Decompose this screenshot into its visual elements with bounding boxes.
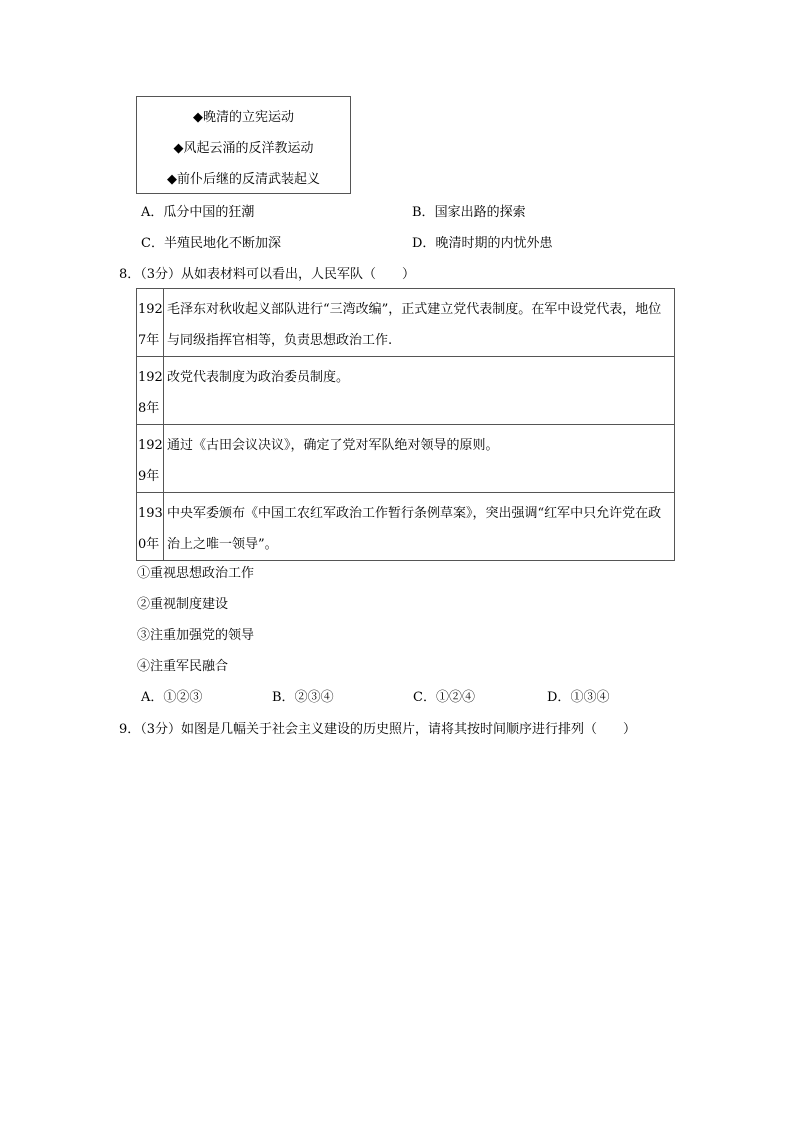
q8-option-c	[413, 686, 475, 705]
year-cell: 1929年	[137, 425, 164, 493]
q8-table	[136, 288, 675, 561]
content-cell: 改党代表制度为政治委员制度。	[164, 357, 675, 425]
option-letter: A．	[141, 205, 164, 220]
material-line: ◆前仆后继的反清武装起义	[167, 172, 320, 187]
year-cell: 1930年	[137, 493, 164, 561]
table-row	[137, 357, 675, 425]
material-box	[136, 96, 351, 194]
q7-option-a	[141, 201, 254, 220]
q7-option-c	[141, 232, 281, 251]
q9-stem: 9．（3分）如图是几幅关于社会主义建设的历史照片，请将其按时间顺序进行排列（ ）	[119, 722, 637, 737]
statement-1: ①重视思想政治工作	[137, 566, 255, 581]
q8-option-a	[141, 686, 202, 705]
option-letter: A．	[141, 690, 164, 705]
option-text: ①②③	[163, 690, 203, 705]
q7-option-d	[412, 232, 552, 251]
content-cell: 毛泽东对秋收起义部队进行“三湾改编”，正式建立党代表制度。在军中设党代表，地位与同级指挥官相等，负责思想政治工作.	[164, 289, 675, 357]
option-text: 国家出路的探索	[434, 205, 526, 220]
option-letter: D．	[547, 690, 571, 705]
option-letter: B．	[412, 205, 435, 220]
material-line: ◆晚清的立宪运动	[193, 110, 294, 125]
option-letter: D．	[412, 236, 436, 251]
option-letter: B．	[272, 690, 295, 705]
option-text: 半殖民地化不断加深	[163, 236, 281, 251]
table-row	[137, 425, 675, 493]
content-cell: 中央军委颁布《中国工农红军政治工作暂行条例草案》，突出强调“红军中只允许党在政治上之唯一领导”。	[164, 493, 675, 561]
table-row	[137, 289, 675, 357]
option-text: 晚清时期的内忧外患	[435, 236, 553, 251]
year-cell: 1927年	[137, 289, 164, 357]
statement-2: ②重视制度建设	[137, 597, 229, 612]
content-cell: 通过《古田会议决议》，确定了党对军队绝对领导的原则。	[164, 425, 675, 493]
q8-option-d	[547, 686, 609, 705]
statement-4: ④注重军民融合	[137, 659, 229, 674]
q8-stem: 8．（3分）从如表材料可以看出，人民军队（ ）	[119, 267, 416, 282]
option-text: ①③④	[570, 690, 610, 705]
statement-3: ③注重加强党的领导	[137, 628, 255, 643]
material-line: ◆风起云涌的反洋教运动	[173, 141, 314, 156]
q8-option-b	[272, 686, 334, 705]
option-text: 瓜分中国的狂潮	[163, 205, 255, 220]
year-cell: 1928年	[137, 357, 164, 425]
option-letter: C．	[141, 236, 164, 251]
q7-option-b	[412, 201, 526, 220]
table-row	[137, 493, 675, 561]
option-text: ②③④	[294, 690, 334, 705]
option-letter: C．	[413, 690, 436, 705]
option-text: ①②④	[435, 690, 475, 705]
